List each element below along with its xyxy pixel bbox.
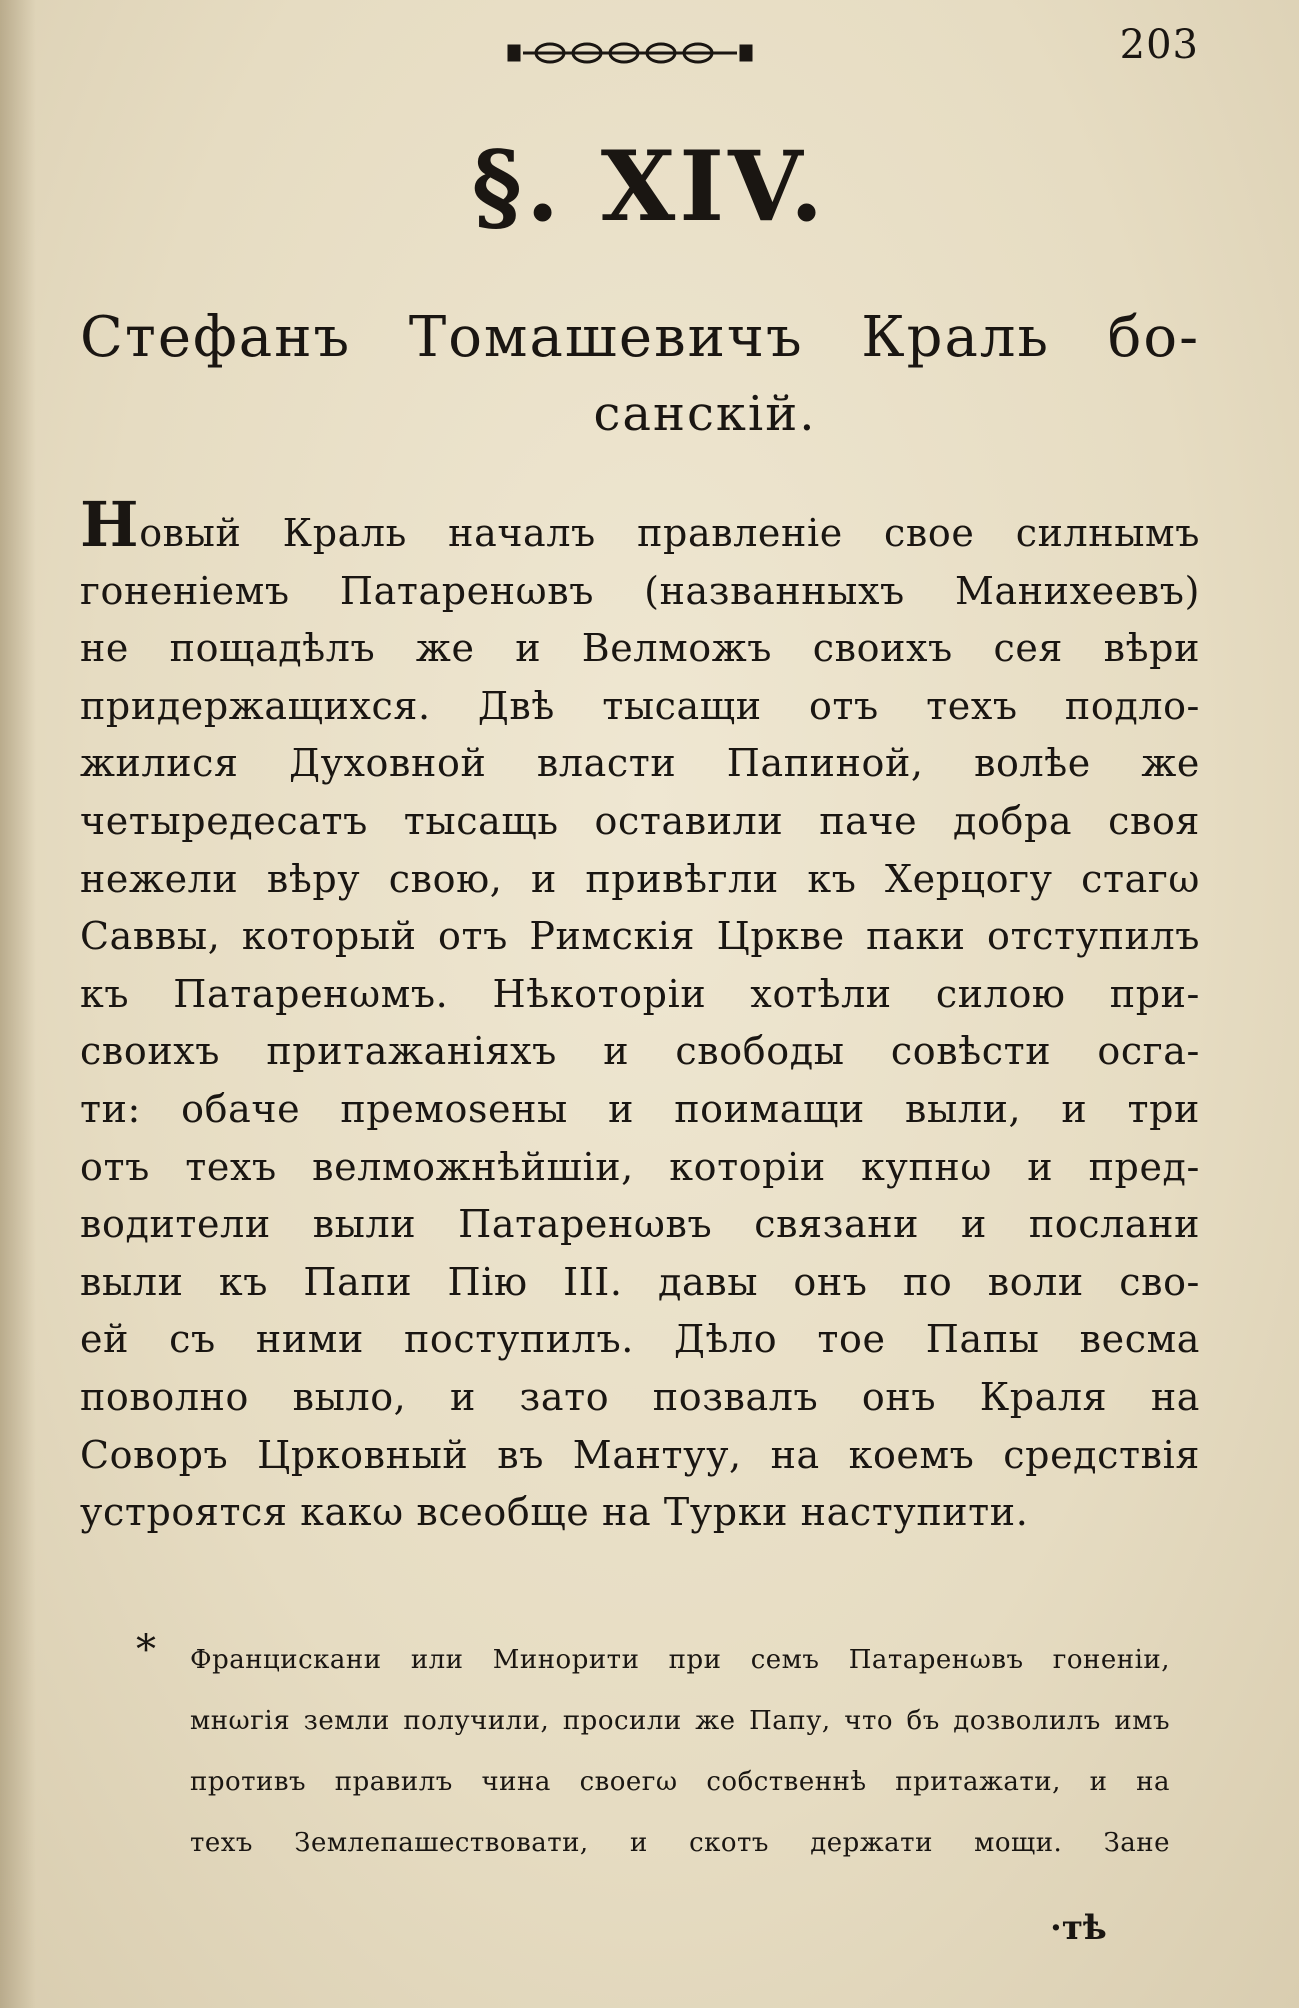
body-line: нежели вѣру свою, и привѣгли къ Херцогу стагω [80, 856, 1200, 901]
chapter-heading-line-2: санскій. [593, 386, 817, 442]
footnote-line: Францискани или Минорити при семъ Патаренωвъ гоненіи, [190, 1645, 1170, 1675]
body-line: не пощадѣлъ же и Велможъ своихъ сея вѣри [80, 626, 1200, 671]
page-edge-shadow [0, 0, 36, 2008]
footnote-marker: * [136, 1627, 157, 1673]
body-line: придержащихся. Двѣ тысащи отъ техъ подло- [80, 683, 1200, 728]
footnote [136, 1627, 1170, 1874]
body-line: водители выли Патаренωвъ связани и послани [80, 1202, 1200, 1247]
body-line: поволно выло, и зато позвалъ онъ Краля на [80, 1374, 1200, 1419]
footnote-line: противъ правилъ чина своегω собственнѣ притажати, и на [190, 1767, 1170, 1797]
body-line: своихъ притажаніяхъ и свободы совѣсти осга- [80, 1029, 1200, 1074]
chapter-heading-line-1: Стефанъ Томашевичъ Краль бо- [80, 305, 1200, 370]
body-line: ти: обаче премоѕены и поимащи выли, и три [80, 1086, 1200, 1131]
body-line: къ Патаренωмъ. Нѣкоторіи хотѣли силою при- [80, 971, 1200, 1016]
body-text [80, 488, 1200, 1542]
body-line-text: овый Краль началъ правленіе свое силнымъ [139, 511, 1200, 555]
body-line: Соворъ Црковный въ Мантуу, на коемъ средствія [80, 1432, 1200, 1477]
footnote-line: техъ Землепашествовати, и скотъ держати мощи. Зане [190, 1828, 1170, 1858]
catchword: ·тѣ [1050, 1908, 1107, 1948]
body-line: жилися Духовной власти Папиной, волѣе же [80, 741, 1200, 786]
decorative-ornament-icon [505, 36, 755, 70]
body-line [80, 488, 1200, 563]
chapter-heading [80, 300, 1200, 452]
dropcap: Н [80, 488, 140, 561]
body-line: Саввы, который отъ Римскія Цркве паки отступилъ [80, 914, 1200, 959]
body-line: выли къ Папи Пію III. давы онъ по воли сво- [80, 1259, 1200, 1304]
page-number: 203 [1119, 22, 1199, 68]
body-line: ей съ ними поступилъ. Дѣло тое Папы весма [80, 1317, 1200, 1362]
body-line: устроятся какω всеобще на Турки наступити. [80, 1490, 1029, 1535]
body-line: четыредесатъ тысащь оставили паче добра своя [80, 798, 1200, 843]
body-line: гоненіемъ Патаренωвъ (названныхъ Манихеевъ) [80, 568, 1200, 613]
body-line: отъ техъ велможнѣйшіи, которіи купнω и пред- [80, 1144, 1200, 1189]
footnote-line: мнωгія земли получили, просили же Папу, что бъ дозволилъ имъ [190, 1706, 1170, 1736]
section-title: §. XIV. [471, 130, 828, 243]
